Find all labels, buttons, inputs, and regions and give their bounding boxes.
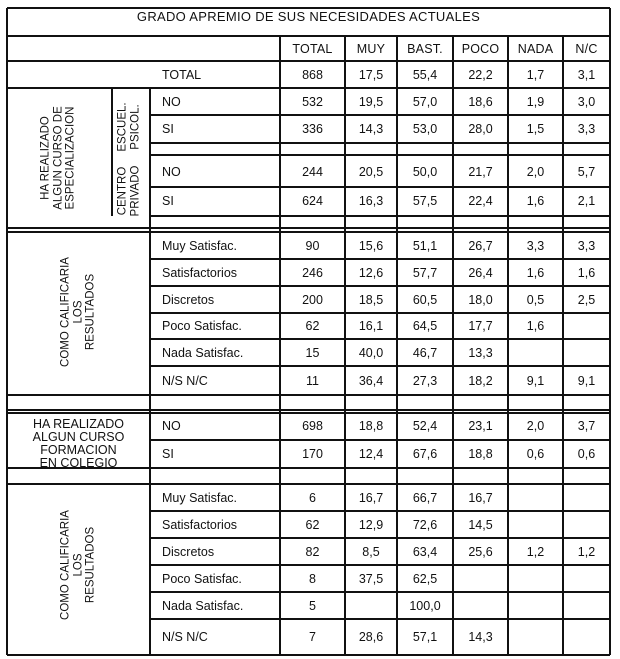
label-line: ESPECIALIZACION xyxy=(64,106,77,210)
table-cell: 1,7 xyxy=(526,68,545,82)
table-cell: 52,4 xyxy=(412,419,438,433)
table-cell: 3,1 xyxy=(577,68,596,82)
table-cell: 14,3 xyxy=(468,630,493,644)
column-header: NADA xyxy=(517,42,554,56)
table-cell: 0,5 xyxy=(526,292,545,307)
table-cell: 62,5 xyxy=(412,571,438,586)
grid-line-h xyxy=(150,564,610,566)
table-cell: 18,6 xyxy=(468,95,493,109)
table-cell: 5,7 xyxy=(577,165,596,179)
column-header: MUY xyxy=(356,42,386,56)
table-cell: 3,0 xyxy=(577,95,596,109)
grid-line-h xyxy=(150,186,610,188)
label-line: ALGUN CURSO xyxy=(32,430,125,444)
subgroup-escuel-psicol xyxy=(117,102,142,151)
table-cell: 16,7 xyxy=(468,490,493,505)
table-cell: 46,7 xyxy=(412,345,438,360)
table-cell: 14,3 xyxy=(358,122,384,136)
label-line: ALGUN CURSO DE xyxy=(51,106,64,210)
grid-line-h xyxy=(150,258,610,260)
row-label: Nada Satisfac. xyxy=(162,345,244,360)
row-label: SI xyxy=(162,122,174,136)
row-label: NO xyxy=(162,165,181,179)
table-cell: 1,6 xyxy=(577,265,596,280)
table-cell: 1,2 xyxy=(526,544,545,559)
table-cell: 624 xyxy=(302,194,323,208)
table-cell: 1,6 xyxy=(526,265,545,280)
table-cell: 72,6 xyxy=(412,517,438,532)
label-line: EN COLEGIO xyxy=(39,456,118,470)
table-cell: 7 xyxy=(309,630,316,644)
table-cell: 8,5 xyxy=(362,544,380,559)
table-cell: 1,5 xyxy=(526,122,545,136)
label-line: CENTRO xyxy=(116,166,129,216)
label-line: HA REALIZADO xyxy=(39,116,52,200)
table-cell: 57,1 xyxy=(412,630,438,644)
grid-line-h xyxy=(150,591,610,593)
grid-line-h xyxy=(150,215,610,217)
table-cell: 20,5 xyxy=(358,165,384,179)
grid-line-h xyxy=(150,312,610,314)
table-cell: 12,6 xyxy=(358,265,384,280)
grid-line-h xyxy=(7,7,610,9)
table-cell: 18,0 xyxy=(468,292,493,307)
table-cell: 9,1 xyxy=(577,373,596,388)
table-cell: 8 xyxy=(309,571,316,586)
table-cell: 55,4 xyxy=(412,68,438,82)
table-cell: 67,6 xyxy=(412,447,438,461)
label-line: HA REALIZADO xyxy=(33,417,124,431)
table-cell: 2,0 xyxy=(526,419,545,433)
label-line: ESCUEL. xyxy=(116,102,129,152)
grid-line-h xyxy=(150,510,610,512)
table-cell: 21,7 xyxy=(468,165,493,179)
row-label: Poco Satisfac. xyxy=(162,571,242,586)
grid-line-v xyxy=(111,88,113,216)
table-cell: 3,3 xyxy=(526,238,545,253)
grid-line-h xyxy=(7,227,610,229)
table-cell: 25,6 xyxy=(468,544,493,559)
table-cell: 28,0 xyxy=(468,122,493,136)
row-label: Discretos xyxy=(162,544,215,559)
grid-line-h xyxy=(150,142,610,144)
table-cell: 9,1 xyxy=(526,373,545,388)
table-cell: 2,5 xyxy=(577,292,596,307)
row-label: Poco Satisfac. xyxy=(162,319,242,333)
table-cell: 244 xyxy=(302,165,323,179)
table-cell: 1,9 xyxy=(526,95,545,109)
table-cell: 15 xyxy=(305,345,320,360)
table-cell: 17,5 xyxy=(358,68,384,82)
table-cell: 90 xyxy=(305,238,320,253)
table-cell: 62 xyxy=(305,517,320,532)
table-cell: 23,1 xyxy=(468,419,493,433)
table-cell: 15,6 xyxy=(358,238,384,253)
table-cell: 62 xyxy=(305,319,320,333)
table-cell: 0,6 xyxy=(526,447,545,461)
table-cell: 170 xyxy=(302,447,323,461)
label-line: PSICOL. xyxy=(129,104,141,150)
table-cell: 868 xyxy=(302,68,323,82)
table-cell: 3,3 xyxy=(577,238,596,253)
grid-line-v xyxy=(6,8,8,655)
table-cell: 37,5 xyxy=(358,571,384,586)
table-cell: 16,1 xyxy=(358,319,384,333)
table-cell: 11 xyxy=(306,373,319,388)
table-cell: 40,0 xyxy=(358,345,384,360)
grid-line-h xyxy=(150,537,610,539)
row-label: TOTAL xyxy=(162,68,202,82)
table-cell: 698 xyxy=(302,419,323,433)
label-line: COMO CALIFICARIA xyxy=(59,510,72,620)
table-cell: 50,0 xyxy=(412,165,438,179)
row-label: SI xyxy=(162,447,174,461)
row-label: NO xyxy=(162,95,181,109)
table-cell: 1,6 xyxy=(526,319,545,333)
row-label: Satisfactorios xyxy=(162,517,238,532)
table-cell: 2,0 xyxy=(526,165,545,179)
table-cell: 2,1 xyxy=(577,194,596,208)
table-cell: 16,3 xyxy=(358,194,384,208)
row-label: Satisfactorios xyxy=(162,265,238,280)
table-cell: 66,7 xyxy=(412,490,438,505)
table-cell: 26,4 xyxy=(468,265,493,280)
grid-line-h xyxy=(7,654,610,656)
table-cell: 60,5 xyxy=(412,292,438,307)
table-cell: 18,2 xyxy=(468,373,493,388)
table-cell: 26,7 xyxy=(468,238,493,253)
grid-line-h xyxy=(150,439,610,441)
table-cell: 200 xyxy=(302,292,323,307)
row-label: Discretos xyxy=(162,292,215,307)
table-cell: 27,3 xyxy=(412,373,438,388)
subgroup-centro-privado xyxy=(117,166,142,217)
label-line: LOS xyxy=(71,300,84,324)
table-cell: 82 xyxy=(305,544,320,559)
section4-title xyxy=(59,510,97,620)
table-cell: 22,2 xyxy=(468,68,493,82)
table-cell: 16,7 xyxy=(358,490,384,505)
table-cell: 1,6 xyxy=(526,194,545,208)
section3-title xyxy=(7,418,150,470)
table-cell: 1,2 xyxy=(577,544,596,559)
table-cell: 18,5 xyxy=(358,292,384,307)
column-header: POCO xyxy=(461,42,500,56)
table-cell: 3,7 xyxy=(577,419,596,433)
grid-line-h xyxy=(7,483,610,485)
grid-line-h xyxy=(150,114,610,116)
table-cell: 3,3 xyxy=(577,122,596,136)
table-cell: 6 xyxy=(309,490,316,505)
label-line: PRIVADO xyxy=(129,165,141,217)
grid-line-h xyxy=(7,412,610,414)
table-cell: 63,4 xyxy=(412,544,438,559)
row-label: NO xyxy=(162,419,181,433)
grid-line-h xyxy=(7,409,610,411)
row-label: N/S N/C xyxy=(162,630,208,644)
grid-line-h xyxy=(7,394,610,396)
table-cell: 18,8 xyxy=(358,419,384,433)
grid-line-h xyxy=(150,285,610,287)
label-line: RESULTADOS xyxy=(84,526,97,604)
column-header: TOTAL xyxy=(292,42,333,56)
section1-title xyxy=(39,106,77,210)
grid-line-v xyxy=(149,88,151,655)
table-title: GRADO APREMIO DE SUS NECESIDADES ACTUALES xyxy=(136,9,481,24)
row-label: Nada Satisfac. xyxy=(162,598,244,613)
grid-line-h xyxy=(150,338,610,340)
row-label: N/S N/C xyxy=(162,373,208,388)
table-cell: 14,5 xyxy=(468,517,493,532)
grid-line-h xyxy=(7,60,610,62)
table-cell: 13,3 xyxy=(468,345,493,360)
grid-line-h xyxy=(150,154,610,156)
table-cell: 51,1 xyxy=(412,238,438,253)
grid-line-h xyxy=(150,365,610,367)
table-cell: 57,0 xyxy=(412,95,438,109)
table-cell: 57,5 xyxy=(412,194,438,208)
table-cell: 246 xyxy=(302,265,323,280)
table-cell: 100,0 xyxy=(409,598,441,613)
label-line: LOS xyxy=(71,553,84,577)
table-cell: 64,5 xyxy=(412,319,438,333)
grid-line-h xyxy=(150,618,610,620)
column-header: N/C xyxy=(575,42,598,56)
table-cell: 36,4 xyxy=(358,373,384,388)
grid-line-h xyxy=(7,87,610,89)
column-header: BAST. xyxy=(407,42,443,56)
section2-title xyxy=(59,257,97,367)
label-line: RESULTADOS xyxy=(84,273,97,351)
label-line: FORMACION xyxy=(40,443,117,457)
table-cell: 28,6 xyxy=(358,630,384,644)
label-line: COMO CALIFICARIA xyxy=(59,257,72,367)
row-label: Muy Satisfac. xyxy=(162,238,238,253)
table-cell: 17,7 xyxy=(468,319,493,333)
table-cell: 5 xyxy=(309,598,316,613)
table-cell: 336 xyxy=(302,122,323,136)
table-cell: 0,6 xyxy=(577,447,596,461)
row-label: SI xyxy=(162,194,174,208)
grid-line-h xyxy=(7,231,610,233)
table-cell: 12,4 xyxy=(358,447,384,461)
table-cell: 22,4 xyxy=(468,194,493,208)
table-cell: 12,9 xyxy=(358,517,384,532)
grid-line-h xyxy=(7,35,610,37)
row-label: Muy Satisfac. xyxy=(162,490,238,505)
table-cell: 57,7 xyxy=(412,265,438,280)
table-cell: 532 xyxy=(302,95,323,109)
table-cell: 19,5 xyxy=(358,95,384,109)
table-cell: 53,0 xyxy=(412,122,438,136)
table-cell: 18,8 xyxy=(468,447,493,461)
